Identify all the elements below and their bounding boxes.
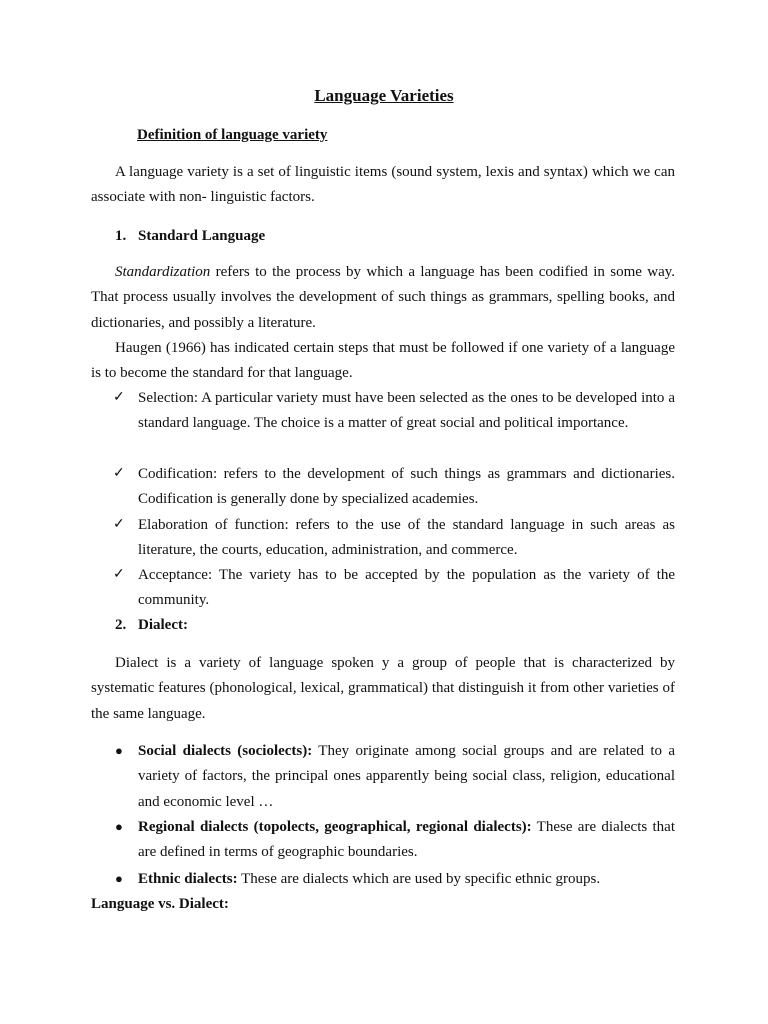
page-title: Language Varieties <box>314 86 454 105</box>
section-1-heading: Standard Language <box>138 228 266 244</box>
standardization-paragraph <box>91 260 675 336</box>
step-codification: Codification: refers to the development of such things as grammars and dictionaries. Codification is generally done by specialized academies. <box>138 466 675 508</box>
dialect-type-text: These are dialects which are used by specific ethnic groups. <box>237 871 601 887</box>
step-elaboration: Elaboration of function: refers to the use of the standard language in such areas as literature, the courts, education, administration, and commerce. <box>138 517 675 559</box>
bullet-icon: ● <box>115 871 123 886</box>
bullet-icon: ● <box>115 819 123 834</box>
standardization-term: Standardization <box>115 264 211 280</box>
dialect-type-term: Ethnic dialects: <box>138 871 238 887</box>
dialect-type-ethnic <box>138 867 675 892</box>
dialect-paragraph: Dialect is a variety of language spoken y a group of people that is characterized by systematic features (phonological, lexical, grammatical) that distinguish it from other varieties of the same language. <box>91 655 675 722</box>
dialect-type-regional <box>138 815 675 866</box>
check-icon: ✓ <box>113 390 125 405</box>
check-icon: ✓ <box>113 466 125 481</box>
dialect-type-text: They originate among social groups and are related to a variety of factors, the principal ones apparently being social class, religion, educational and economic level … <box>138 743 676 810</box>
check-icon: ✓ <box>113 567 125 582</box>
step-selection: Selection: A particular variety must have been selected as the ones to be developed into a standard language. The choice is a matter of great social and political importance. <box>138 390 675 432</box>
dialect-type-term: Regional dialects (topolects, geographical, regional dialects): <box>138 819 532 835</box>
dialect-type-term: Social dialects (sociolects): <box>138 743 313 759</box>
section-2-number: 2. <box>115 617 127 633</box>
section-2-heading: Dialect: <box>138 617 188 633</box>
dialect-type-social <box>138 739 675 815</box>
section-1-number: 1. <box>115 228 127 244</box>
bullet-icon: ● <box>115 743 123 758</box>
haugen-paragraph: Haugen (1966) has indicated certain steps that must be followed if one variety of a language is to become the standard for that language. <box>91 340 675 382</box>
dialect-type-text: These are dialects that are defined in terms of geographic boundaries. <box>138 819 675 861</box>
step-acceptance: Acceptance: The variety has to be accepted by the population as the variety of the community. <box>138 567 675 609</box>
check-icon: ✓ <box>113 517 125 532</box>
standardization-text: refers to the process by which a language has been codified in some way. That process usually involves the development of such things as grammars, spelling books, and dictionaries, and possibly a literature. <box>91 264 675 331</box>
definition-heading: Definition of language variety <box>137 127 328 143</box>
language-vs-dialect-heading: Language vs. Dialect: <box>91 896 229 912</box>
definition-paragraph: A language variety is a set of linguistic items (sound system, lexis and syntax) which we can associate with non- linguistic factors. <box>91 164 675 206</box>
